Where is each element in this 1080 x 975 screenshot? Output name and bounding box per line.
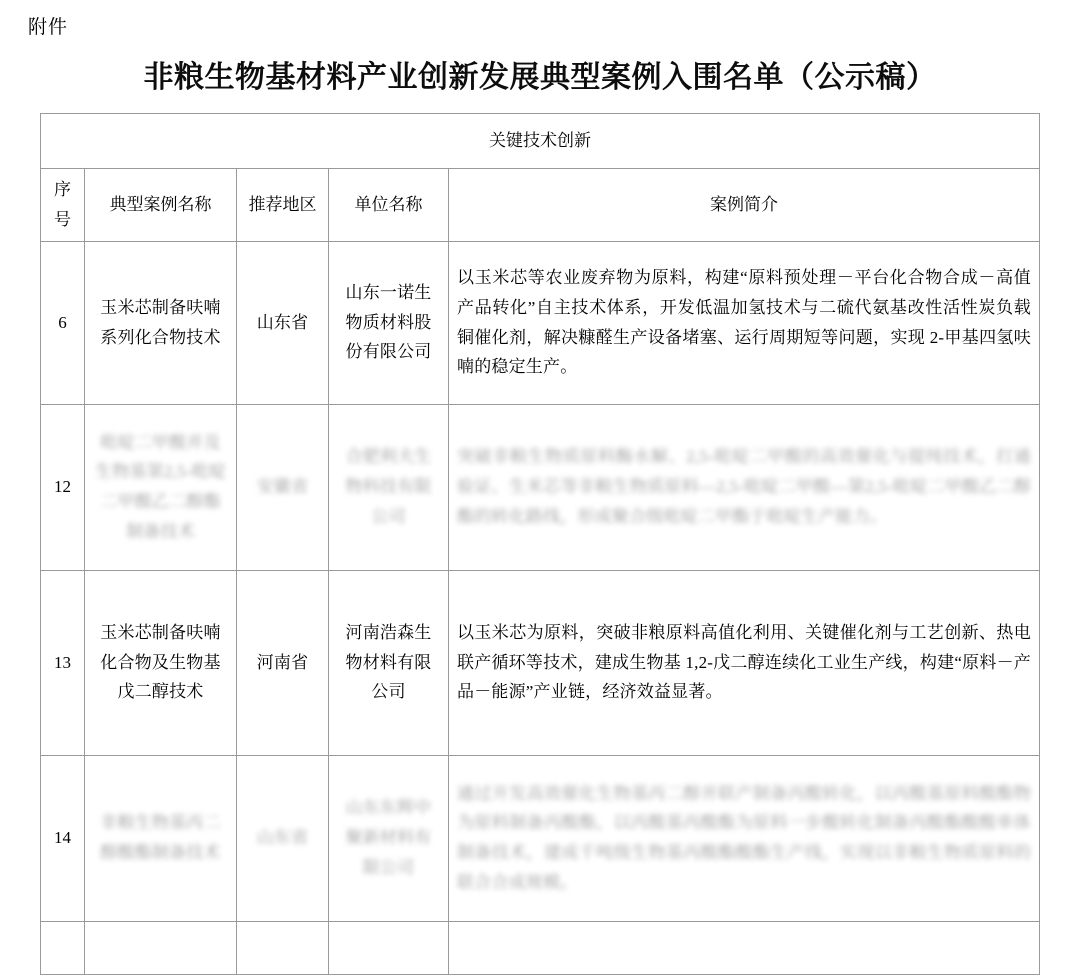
- column-header-description: 案例简介: [449, 169, 1040, 242]
- column-header-case-name: 典型案例名称: [85, 169, 237, 242]
- table-row: [41, 755, 1040, 921]
- row-seq: 12: [41, 404, 85, 570]
- row-description-empty: [449, 921, 1040, 974]
- row-seq: 14: [41, 755, 85, 921]
- row-case-name-empty: [85, 921, 237, 974]
- row-seq-empty: [41, 921, 85, 974]
- row-description: 以玉米芯为原料，突破非粮原料高值化利用、关键催化剂与工艺创新、热电联产循环等技术，建成生物基 1,2-戊二醇连续化工业生产线，构建“原料－产品－能源”产业链，经济效益显著。: [449, 570, 1040, 755]
- row-description: 通过开发高效催化生物基丙二醇并联产制备丙酸转化，以丙酸基原料酸酯物为原料制备丙酸酯，以丙酸基丙酸酯为原料一步酸转化制备丙酸酯酸酸单体制备技术，建成千吨级生物基丙酸酯酸酯生产线，实现以非粮生物质原料的联合合成规模。: [449, 755, 1040, 921]
- row-region: 山东省: [237, 755, 329, 921]
- column-header-region: 推荐地区: [237, 169, 329, 242]
- case-list-table: [40, 113, 1040, 975]
- attachment-label: 附件: [28, 17, 69, 38]
- table-section-header: [41, 114, 1040, 169]
- row-description: 突破非粮生物质原料酶水解、2,5-吡啶二甲酸的高效催化与提纯技术，打通验证、生米芯等非粮生物质原料—2,5-吡啶二甲酸—第2,5-吡啶二甲酸乙二醇酯的转化路线，形成聚合级吡啶二甲酯于吡啶生产能力。: [449, 404, 1040, 570]
- table-row-partial: [41, 921, 1040, 974]
- row-case-name: 玉米芯制备呋喃系列化合物技术: [85, 241, 237, 404]
- row-unit: 合肥利夫生物科技有限公司: [329, 404, 449, 570]
- row-case-name: 玉米芯制备呋喃化合物及生物基戊二醇技术: [85, 570, 237, 755]
- page-title: 非粮生物基材料产业创新发展典型案例入围名单（公示稿）: [143, 61, 937, 94]
- table-row: [41, 570, 1040, 755]
- row-unit: 山东东辉中聚新材料有限公司: [329, 755, 449, 921]
- row-case-name: 非粮生物基丙二醇酸酯制备技术: [85, 755, 237, 921]
- section-header-label: 关键技术创新: [41, 114, 1040, 169]
- row-region: 安徽省: [237, 404, 329, 570]
- row-unit: 河南浩森生物材料有限公司: [329, 570, 449, 755]
- row-region-empty: [237, 921, 329, 974]
- table-column-header: [41, 169, 1040, 242]
- row-region: 山东省: [237, 241, 329, 404]
- row-seq: 13: [41, 570, 85, 755]
- column-header-seq: 序号: [41, 169, 85, 242]
- row-unit: 山东一诺生物质材料股份有限公司: [329, 241, 449, 404]
- column-header-unit: 单位名称: [329, 169, 449, 242]
- table-row: [41, 241, 1040, 404]
- table-row: [41, 404, 1040, 570]
- row-unit-empty: [329, 921, 449, 974]
- row-description: 以玉米芯等农业废弃物为原料，构建“原料预处理－平台化合物合成－高值产品转化”自主技术体系，开发低温加氢技术与二硫代氨基改性活性炭负载铜催化剂，解决糠醛生产设备堵塞、运行周期短等问题，实现 2-甲基四氢呋喃的稳定生产。: [449, 241, 1040, 404]
- row-region: 河南省: [237, 570, 329, 755]
- row-seq: 6: [41, 241, 85, 404]
- row-case-name: 吡啶二甲酸并及生物基第2,5-吡啶二甲酸乙二醇酯制备技术: [85, 404, 237, 570]
